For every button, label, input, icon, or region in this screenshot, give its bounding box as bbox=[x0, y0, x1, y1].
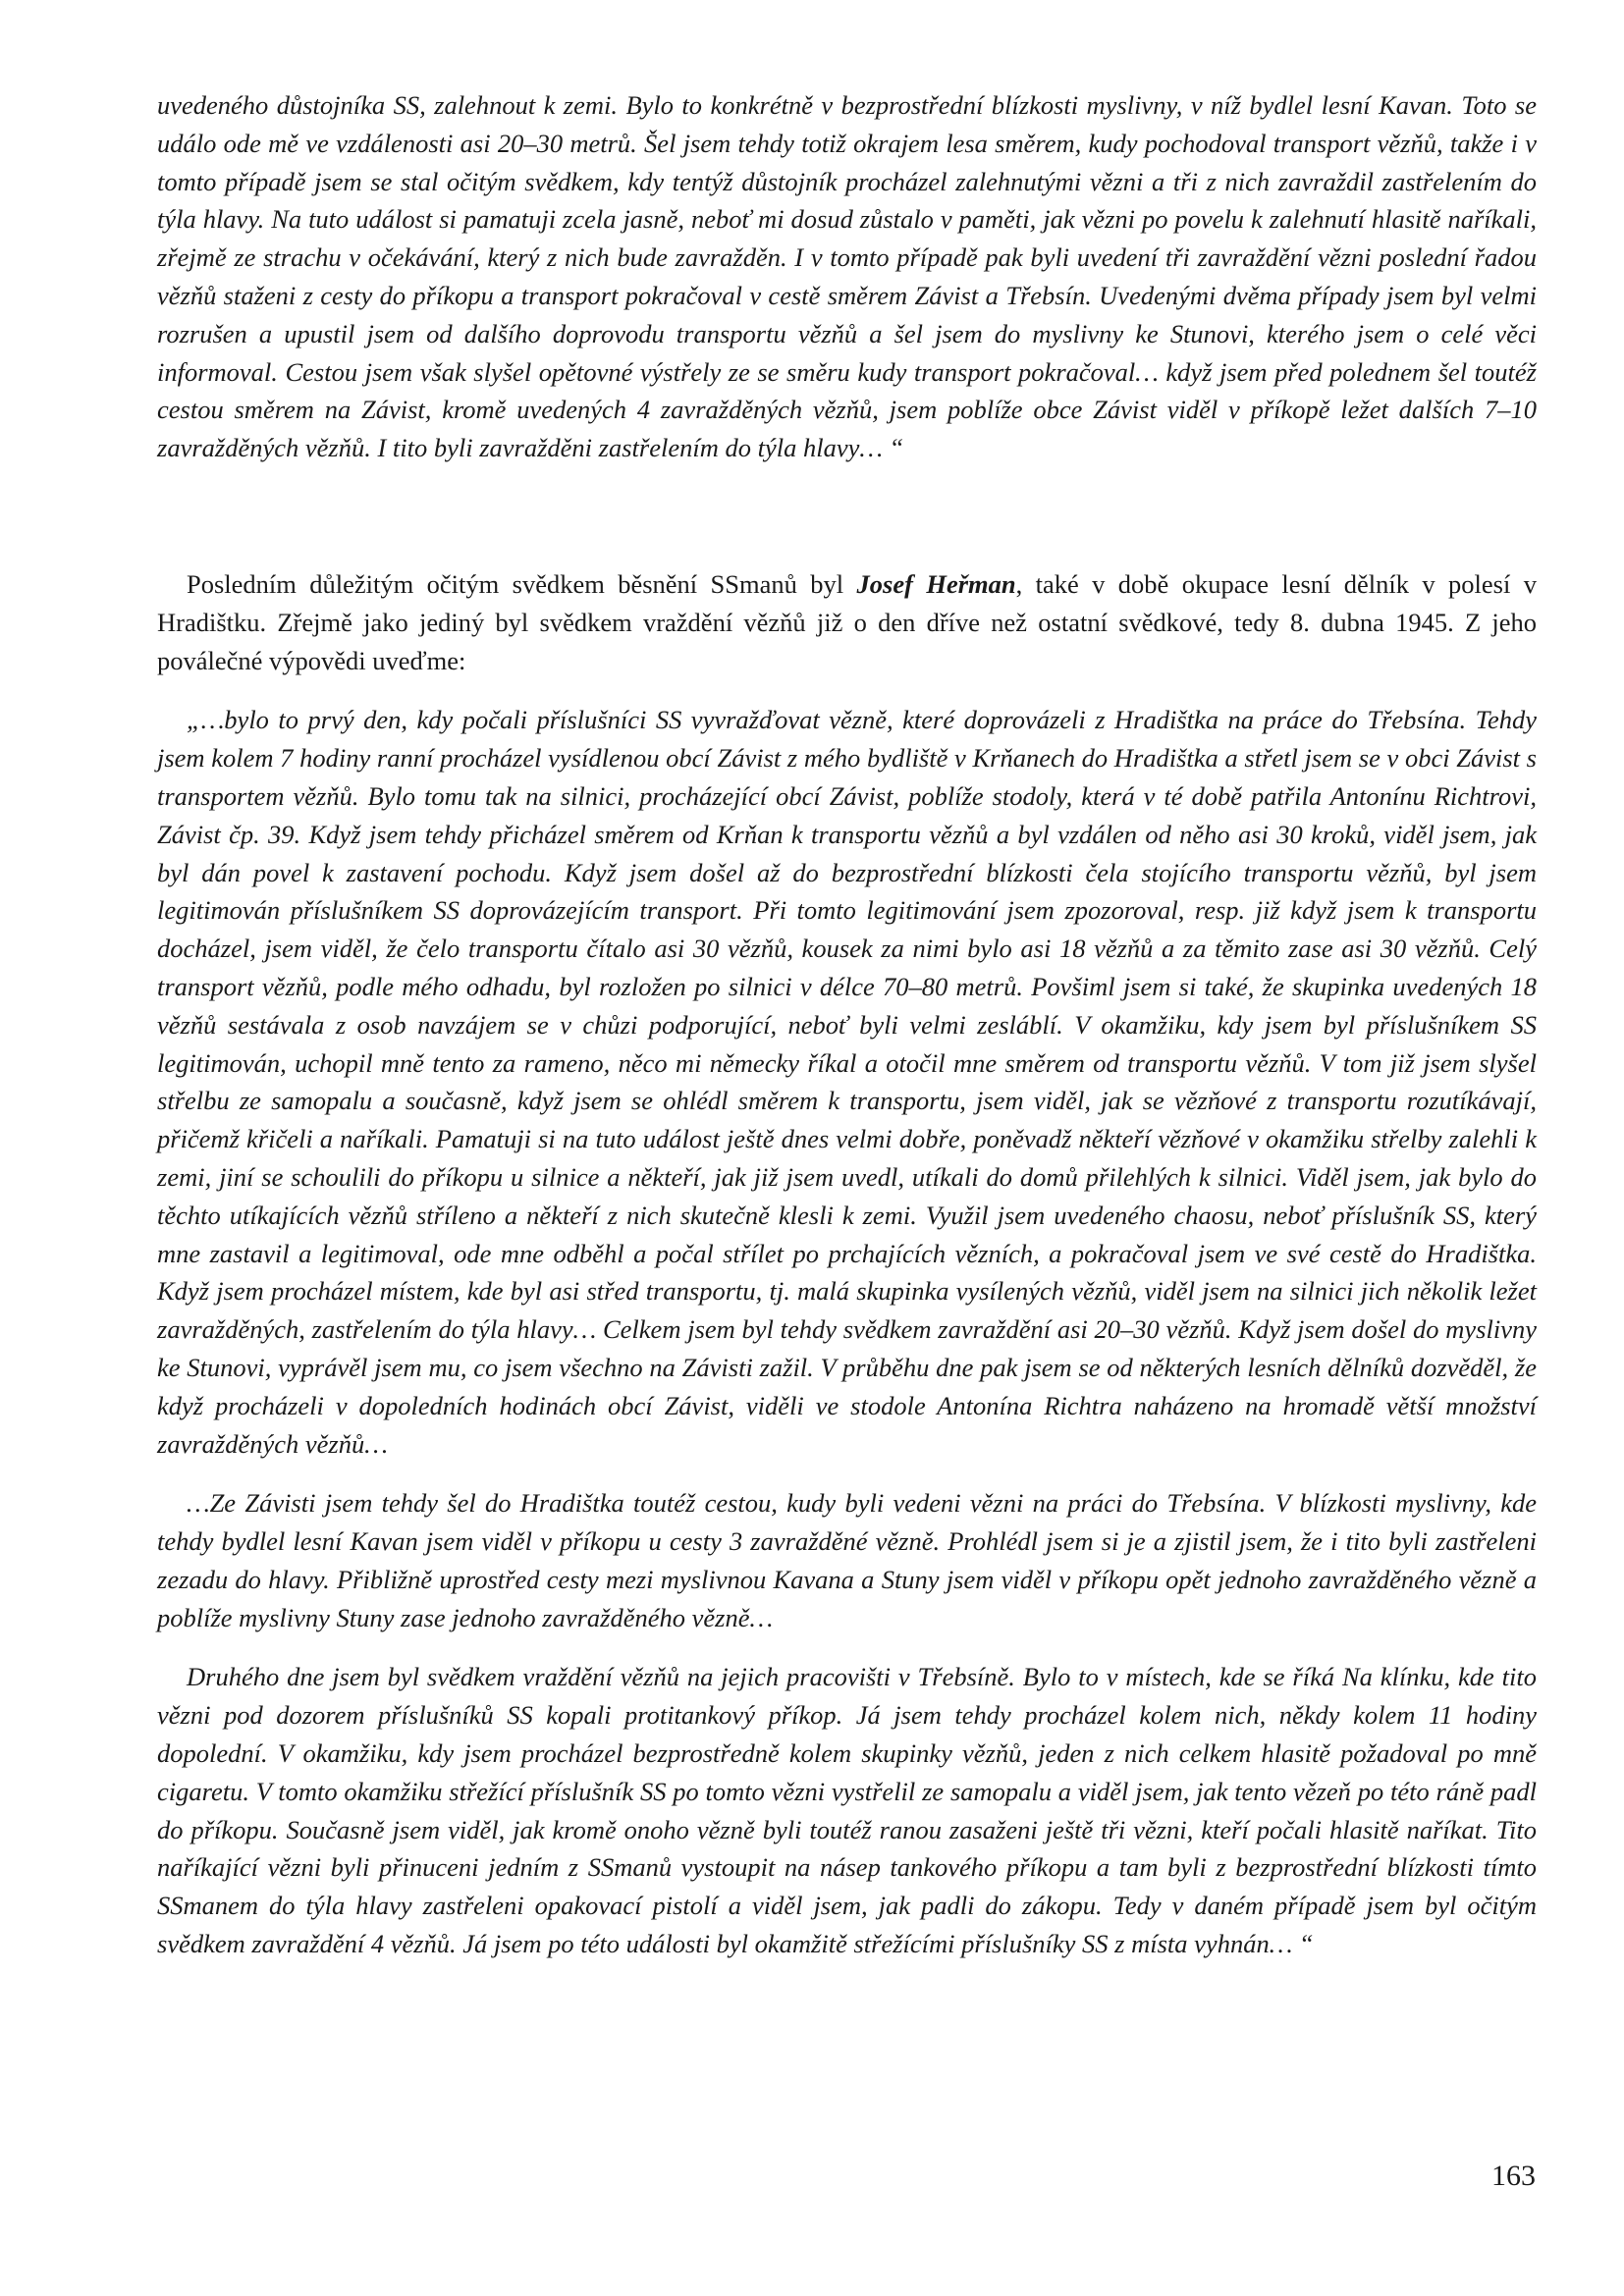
witness-name: Josef Heřman bbox=[856, 568, 1016, 599]
paragraph-testimony-second-day: Druhého dne jsem byl svědkem vraždění vězňů na jejich pracovišti v Třebsíně. Bylo to v místech, kde se říká Na klínku, kde tito vězni pod dozorem příslušníků SS kopali protitankový příkop. Já jsem tehdy procházel kolem nich, někdy kolem 11 hodiny dopolední. V okamžiku, kdy jsem procházel bezprostředně kolem skupinky vězňů, jeden z nich celkem hlasitě požadoval po mně cigaretu. V tomto okamžiku střežící příslušník SS po tomto vězni vystřelil ze samopalu a viděl jsem, jak tento vězeň po této ráně padl do příkopu. Současně jsem viděl, jak kromě onoho vězně byli toutéž ranou zasaženi ještě tři vězni, kteří počali hlasitě naříkat. Tito naříkající vězni byli přinuceni jedním z SSmanů vystoupit na násep tankového příkopu a tam byli z bezprostřední blízkosti tímto SSmanem do týla hlavy zastřeleni opakovací pistolí a viděl jsem, jak padli do zákopu. Tedy v daném případě jsem byl očitým svědkem zavraždění 4 vězňů. Já jsem po této události byl okamžitě střežícími příslušníky SS z místa vyhnán… “ bbox=[157, 1662, 1537, 1959]
page-number: 163 bbox=[1491, 2160, 1536, 2192]
intro-text-before: Posledním důležitým očitým svědkem běsnění SSmanů byl bbox=[187, 568, 857, 599]
paragraph-quote-continuation: uvedeného důstojníka SS, zalehnout k zemi. Bylo to konkrétně v bezprostřední blízkosti myslivny, v níž bydlel lesní Kavan. Toto se událo ode mě ve vzdálenosti asi 20–30 metrů. Šel jsem tehdy totiž okrajem lesa směrem, kudy pochodoval transport vězňů, takže i v tomto případě jsem se stal očitým svědkem, kdy tentýž důstojník procházel zalehnutými vězni a tři z nich zavraždil zastřelením do týla hlavy. Na tuto událost si pamatuji zcela jasně, neboť mi dosud zůstalo v paměti, jak vězni po povelu k zalehnutí hlasitě naříkali, zřejmě ze strachu v očekávání, který z nich bude zavražděn. I v tomto případě pak byli uvedení tři zavraždění vězni poslední řadou vězňů staženi z cesty do příkopu a transport pokračoval v cestě směrem Závist a Třebsín. Uvedenými dvěma případy jsem byl velmi rozrušen a upustil jsem od dalšího doprovodu transportu vězňů a šel jsem do myslivny ke Stunovi, kterého jsem o celé věci informoval. Cestou jsem však slyšel opětovné výstřely ze se směru kudy transport pokračoval… když jsem před polednem šel toutéž cestou směrem na Závist, kromě uvedených 4 zavražděných vězňů, jsem poblíže obce Závist viděl v příkopě ležet dalších 7–10 zavražděných vězňů. I tito byli zavražděni zastřelením do týla hlavy… “ bbox=[157, 90, 1537, 463]
paragraph-testimony-road: …Ze Závisti jsem tehdy šel do Hradištka toutéž cestou, kudy byli vedeni vězni na práci do Třebsína. V blízkosti myslivny, kde tehdy bydlel lesní Kavan jsem viděl v příkopu u cesty 3 zavražděné vězně. Prohlédl jsem si je a zjistil jsem, že i tito byli zastřeleni zezadu do hlavy. Přibližně uprostřed cesty mezi myslivnou Kavana a Stuny jsem viděl v příkopu opět jednoho zavražděného vězně a poblíže myslivny Stuny zase jednoho zavražděného vězně… bbox=[157, 1488, 1537, 1632]
paragraph-witness-intro bbox=[157, 565, 1537, 679]
paragraph-testimony-first-day: „…bylo to prvý den, kdy počali příslušníci SS vyvražďovat vězně, které doprovázeli z Hradištka na práce do Třebsína. Tehdy jsem kolem 7 hodiny ranní procházel vysídlenou obcí Závist z mého bydliště v Krňanech do Hradištka a střetl jsem se v obci Závist s transportem vězňů. Bylo tomu tak na silnici, procházející obcí Závist, poblíže stodoly, která v té době patřila Antonínu Richtrovi, Závist čp. 39. Když jsem tehdy přicházel směrem od Krňan k transportu vězňů a byl vzdálen od něho asi 30 kroků, viděl jsem, jak byl dán povel k zastavení pochodu. Když jsem došel až do bezprostřední blízkosti čela stojícího transportu vězňů, byl jsem legitimován příslušníkem SS doprovázejícím transport. Při tomto legitimování jsem zpozoroval, resp. již když jsem k transportu docházel, jsem viděl, že čelo transportu čítalo asi 30 vězňů, kousek za nimi bylo asi 18 vězňů a za těmito zase asi 30 vězňů. Celý transport vězňů, podle mého odhadu, byl rozložen po silnici v délce 70–80 metrů. Povšiml jsem si také, že skupinka uvedených 18 vězňů sestávala z osob navzájem se v chůzi podporující, neboť byli velmi zesláblí. V okamžiku, kdy jsem byl příslušníkem SS legitimován, uchopil mně tento za rameno, něco mi německy říkal a otočil mne směrem od transportu vězňů. V tom již jsem slyšel střelbu ze samopalu a současně, když jsem se ohlédl směrem k transportu, jsem viděl, jak se vězňové z transportu rozutíkávají, přičemž křičeli a naříkali. Pamatuji si na tuto událost ještě dnes velmi dobře, poněvadž někteří vězňové v okamžiku střelby zalehli k zemi, jiní se schoulili do příkopu u silnice a někteří, jak již jsem uvedl, utíkali do domů přilehlých k silnici. Viděl jsem, jak bylo do těchto utíkajících vězňů stříleno a někteří z nich skutečně klesli k zemi. Využil jsem uvedeného chaosu, neboť příslušník SS, který mne zastavil a legitimoval, ode mne odběhl a počal střílet po prchajících vězních, a pokračoval jsem ve své cestě do Hradištka. Když jsem procházel místem, kde byl asi střed transportu, tj. malá skupinka vysílených vězňů, viděl jsem na silnici jich několik ležet zavražděných, zastřelením do týla hlavy… Celkem jsem byl tehdy svědkem zavraždění asi 20–30 vězňů. Když jsem došel do myslivny ke Stunovi, vyprávěl jsem mu, co jsem všechno na Závisti zažil. V průběhu dne pak jsem se od některých lesních dělníků dozvěděl, že když procházeli v dopoledních hodinách obcí Závist, viděli ve stodole Antonína Richtra naházeno na hromadě větší množství zavražděných vězňů… bbox=[157, 705, 1537, 1459]
page-body bbox=[157, 86, 1537, 1963]
intro-text-after: , také v době okupace lesní dělník v polesí v Hradištku. Zřejmě jako jediný byl svědkem vraždění vězňů již o den dříve než ostatní svědkové, tedy 8. dubna 1945. Z jeho poválečné výpovědi uveďme: bbox=[157, 568, 1537, 675]
